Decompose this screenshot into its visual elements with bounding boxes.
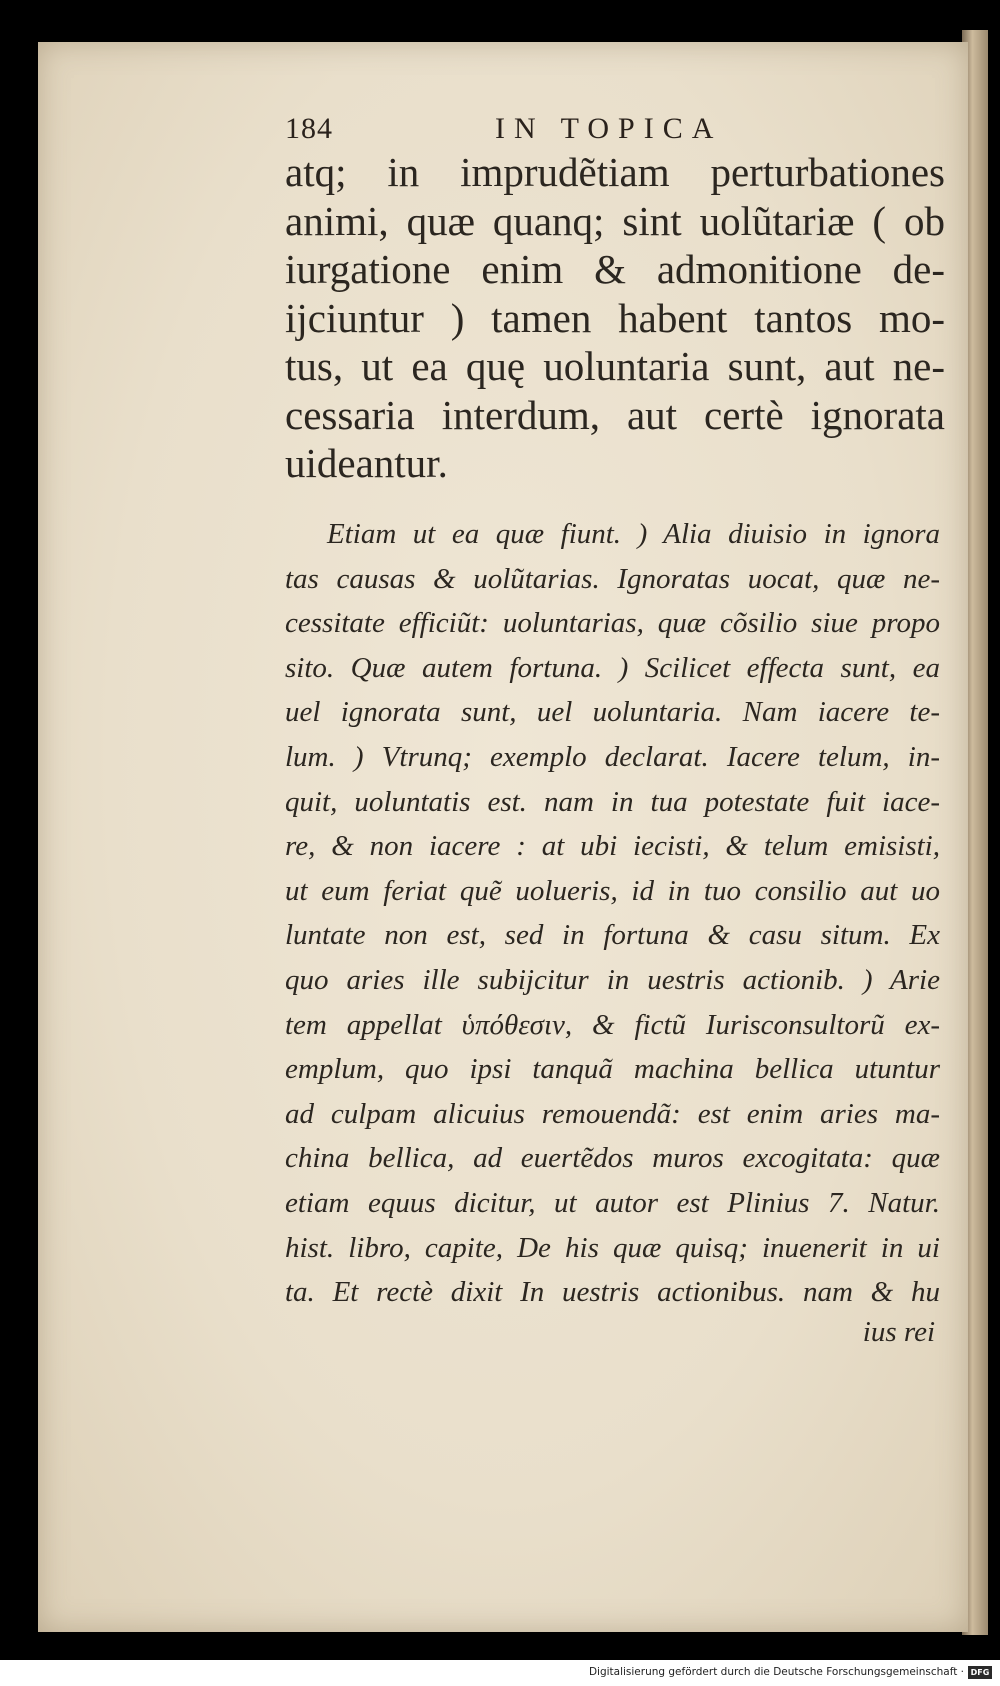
funding-credit: Digitalisierung gefördert durch die Deutsche Forschungsgemeinschaft ·: [588, 1666, 964, 1678]
roman-text-block: [285, 148, 945, 488]
italic-line: Etiam ut ea quæ fiunt. ) Alia diuisio in ignora: [327, 518, 940, 550]
italic-line: hist. libro, capite, De his quæ quisq; inuenerit in ui: [285, 1231, 940, 1264]
footer-bar: [0, 1660, 1000, 1686]
italic-line: quit, uoluntatis est. nam in tua potestate fuit iace-: [285, 785, 940, 818]
italic-line: china bellica, ad euertẽdos muros excogitata: quæ: [285, 1142, 940, 1175]
italic-line: luntate non est, sed in fortuna & casu situm. Ex: [285, 919, 940, 952]
roman-line: uideantur.: [285, 440, 448, 486]
folio-number: 184: [285, 112, 333, 145]
italic-line: tem appellat ὑπόθεσιν, & fictũ Iurisconsultorũ ex-: [285, 1008, 940, 1041]
italic-line: lum. ) Vtrunq; exemplo declarat. Iacere telum, in-: [285, 740, 940, 773]
italic-line: ta. Et rectè dixit In uestris actionibus. nam & hu: [285, 1276, 940, 1309]
roman-line: cessaria interdum, aut certè ignorata: [285, 391, 945, 438]
running-head: IN TOPICA: [495, 112, 723, 145]
italic-commentary-block: [285, 512, 940, 1315]
italic-line: uel ignorata sunt, uel uoluntaria. Nam iacere te-: [285, 696, 940, 729]
roman-line: animi, quæ quanq; sint uolũtariæ ( ob: [285, 197, 945, 244]
italic-line: ad culpam alicuius remouendã: est enim aries ma-: [285, 1097, 940, 1130]
italic-line: re, & non iacere : at ubi iecisti, & telum emisisti,: [285, 830, 940, 863]
italic-line: sito. Quæ autem fortuna. ) Scilicet effecta sunt, ea: [285, 651, 940, 684]
roman-line: iurgatione enim & admonitione de-: [285, 246, 945, 292]
italic-line: quo aries ille subijcitur in uestris actionib. ) Arie: [285, 963, 940, 996]
catchword: ius rei: [862, 1316, 935, 1348]
roman-line: atq; in imprudẽtiam perturbationes: [285, 149, 945, 195]
roman-line: tus, ut ea quę uoluntaria sunt, aut ne-: [285, 343, 945, 389]
dfg-logo-icon: DFG: [968, 1666, 992, 1679]
italic-line: etiam equus dicitur, ut autor est Plinius 7. Natur.: [285, 1186, 940, 1219]
italic-line: ut eum feriat quẽ uolueris, id in tuo consilio aut uo: [285, 874, 940, 907]
italic-line: tas causas & uolũtarias. Ignoratas uocat, quæ ne-: [285, 562, 940, 595]
italic-line: emplum, quo ipsi tanquã machina bellica utuntur: [285, 1053, 940, 1086]
roman-line: ijciuntur ) tamen habent tantos mo-: [285, 294, 945, 341]
italic-line: cessitate efficiũt: uoluntarias, quæ cõsilio siue propo: [285, 607, 940, 640]
